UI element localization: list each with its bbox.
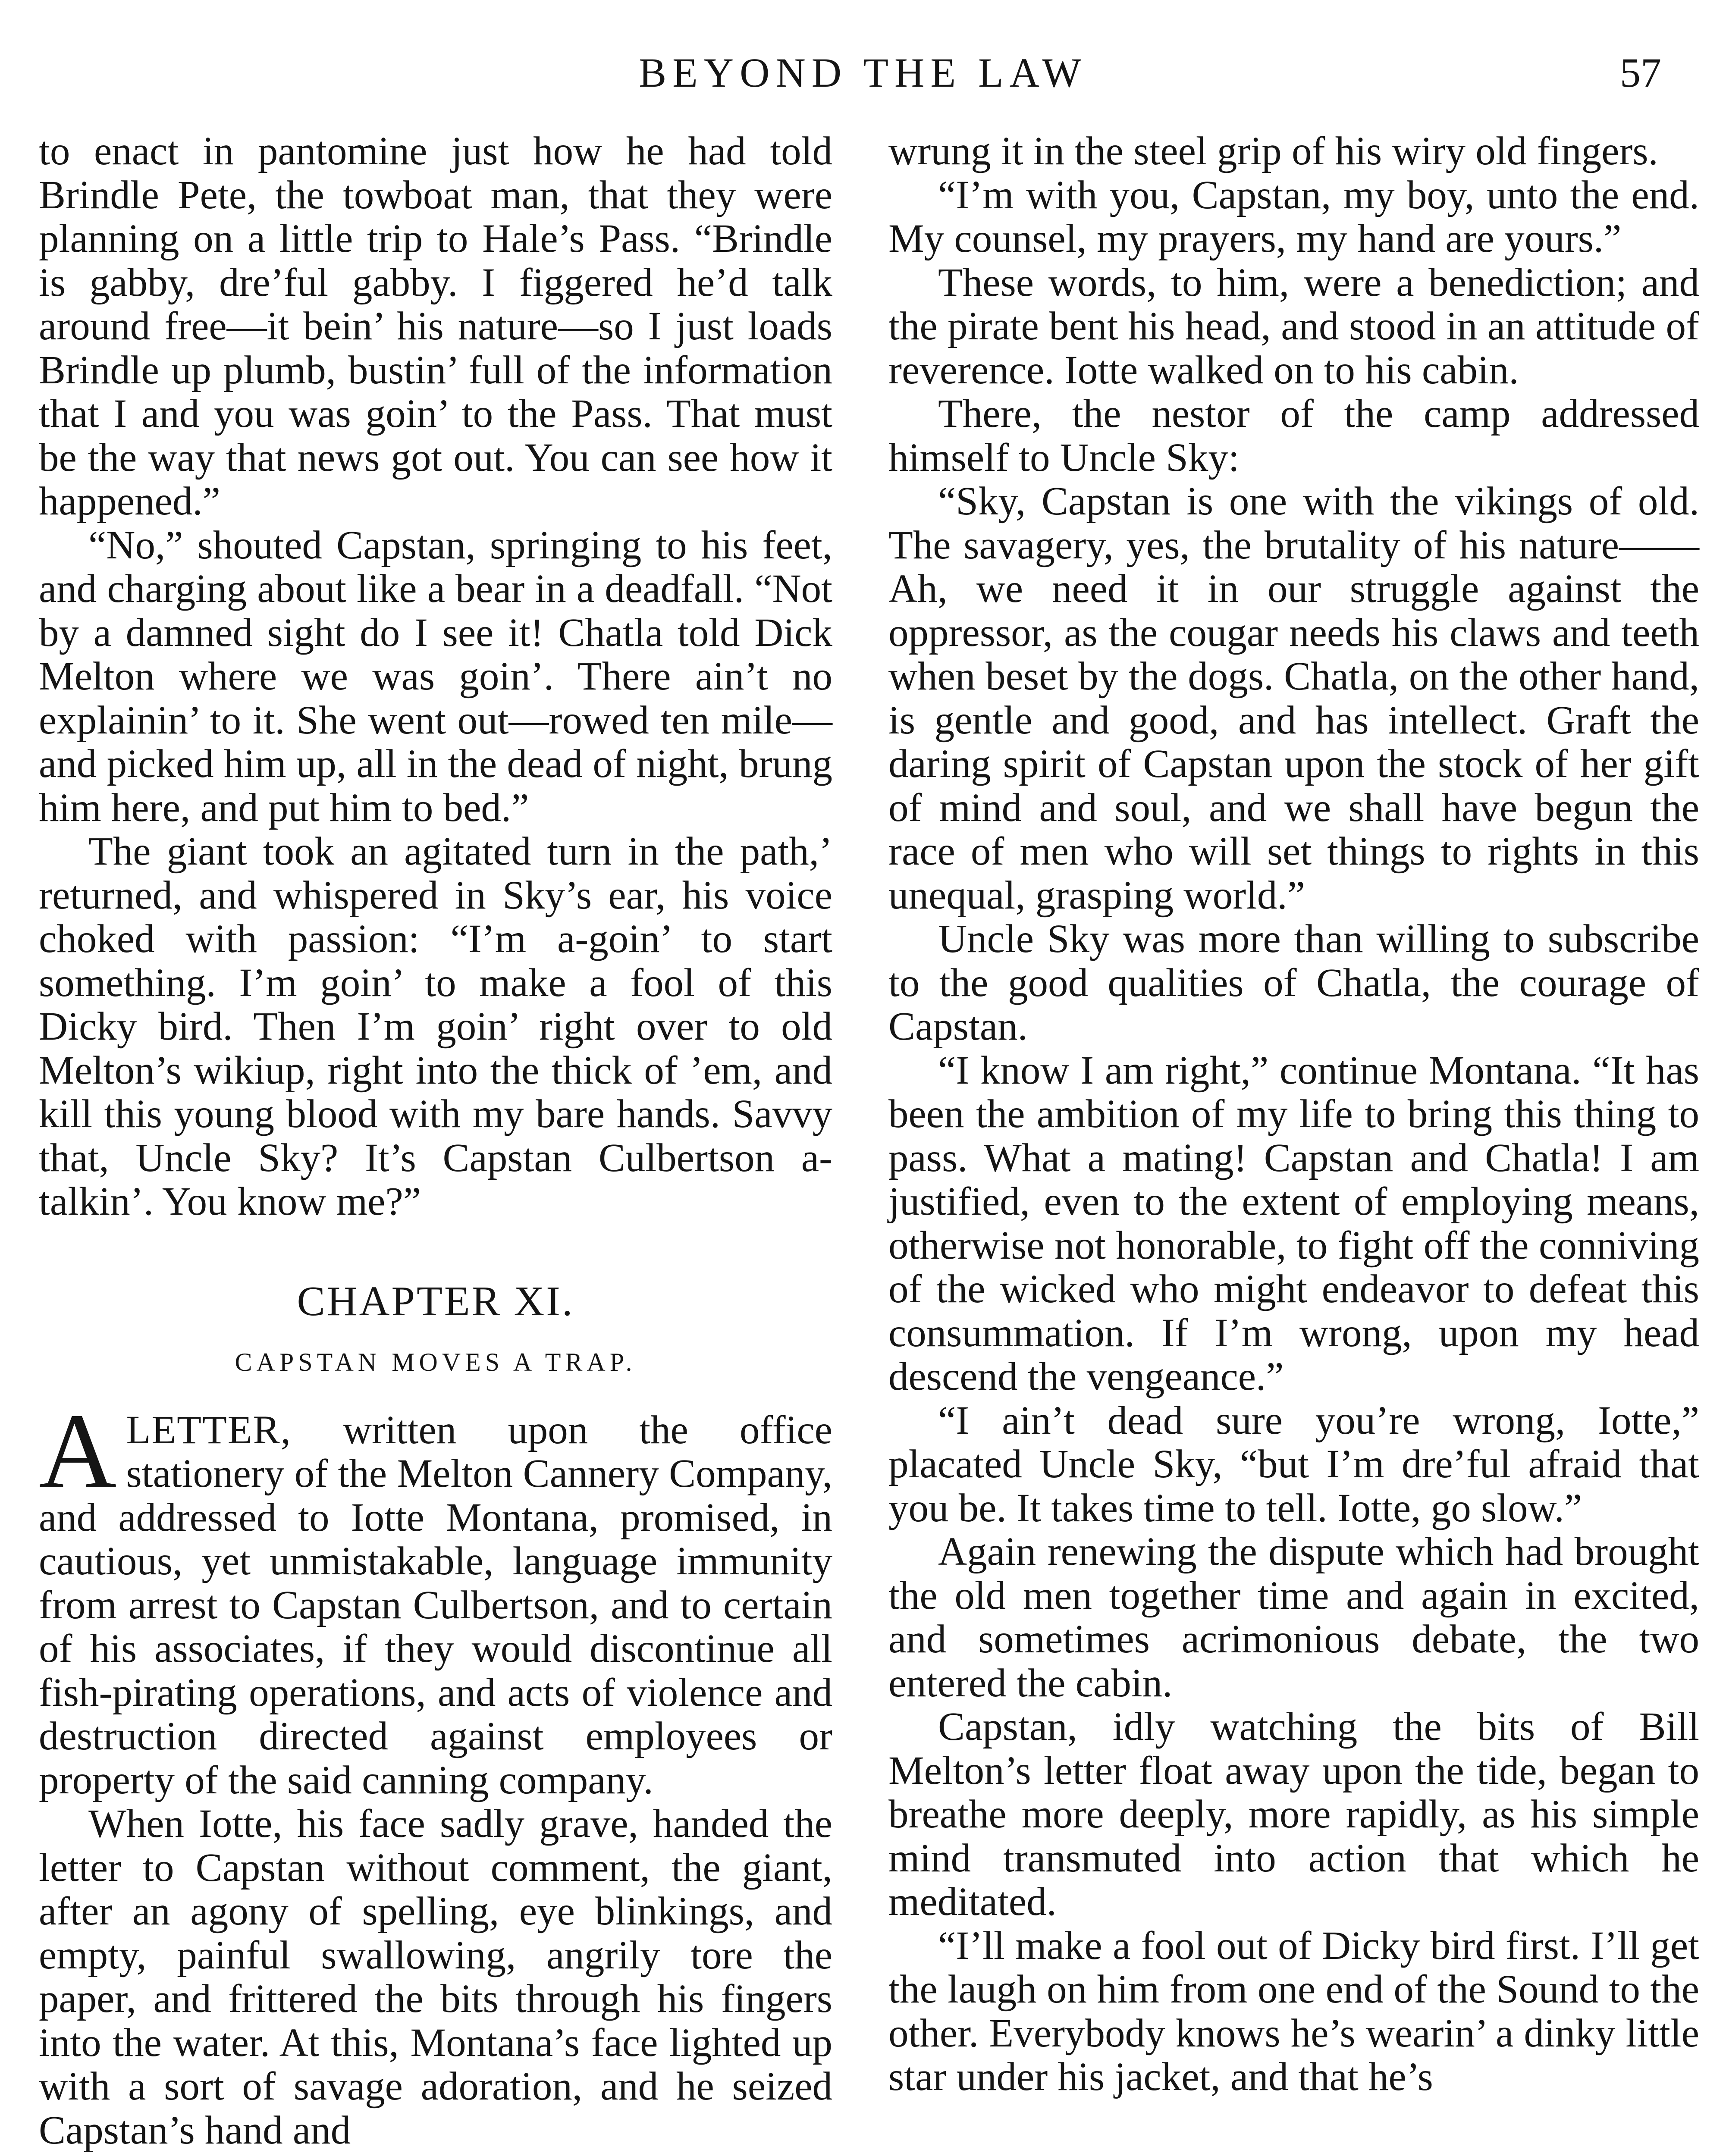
paragraph: There, the nestor of the camp addressed himself to Uncle Sky: <box>888 392 1699 480</box>
page-number: 57 <box>1620 50 1661 96</box>
running-title: BEYOND THE LAW <box>639 50 1087 96</box>
running-header <box>52 41 1674 110</box>
paragraph: These words, to him, were a benediction; and the pirate bent his head, and stood in an attitude of reverence. Iotte walked on to his cabin. <box>888 260 1699 392</box>
drop-cap: A <box>39 1391 117 1511</box>
paragraph: “I ain’t dead sure you’re wrong, Iotte,” placated Uncle Sky, “but I’m dre’ful afraid that you be. It takes time to tell. Iotte, go slow.” <box>888 1398 1699 1530</box>
paragraph: “Sky, Capstan is one with the vikings of old. The savagery, yes, the brutality of his nature—— Ah, we need it in our struggle against the oppressor, as the cougar needs his claws and teeth when beset by the dogs. Chatla, on the other hand, is gentle and good, and has intellect. Graft the daring spirit of Capstan upon the stock of her gift of mind and soul, and we shall have begun the race of men who will set things to rights in this unequal, grasping world.” <box>888 479 1699 918</box>
chapter-opening-paragraph <box>39 1391 832 1802</box>
paragraph: Again renewing the dispute which had brought the old men together time and again in excited, and sometimes acrimonious debate, the two entered the cabin. <box>888 1529 1699 1705</box>
chapter-subtitle: CAPSTAN MOVES A TRAP. <box>235 1348 637 1376</box>
paragraph: to enact in pantomine just how he had told Brindle Pete, the towboat man, that they were planning on a little trip to Hale’s Pass. “Brindle is gabby, dre’ful gabby. I figgered he’d talk around free—it bein’ his nature—so I just loads Brindle up plumb, bustin’ full of the information that I and you was goin’ to the Pass. That must be the way that news got out. You can see how it happened.” <box>39 129 832 523</box>
paragraph: The giant took an agitated turn in the path,’ returned, and whispered in Sky’s ear, his voice choked with passion: “I’m a-goin’ to start something. I’m goin’ to make a fool of this Dicky bird. Then I’m goin’ right over to old Melton’s wikiup, right into the thick of ’em, and kill this young blood with my bare hands. Savvy that, Uncle Sky? It’s Capstan Culbertson a-talkin’. You know me?” <box>39 829 832 1224</box>
right-column <box>888 129 1699 2099</box>
opening-text: written upon the office stationery of the Melton Cannery Company, and addressed to Iotte Montana, promised, in cautious, yet unmistakable, language immunity from arrest to Capstan Culbertson, and to certain of his associates, if they would discontinue all fish-pirating operations, and acts of violence and destruction directed against employees or property of the said canning company. <box>39 1407 832 1802</box>
paragraph: “I know I am right,” continue Montana. “It has been the ambition of my life to bring this thing to pass. What a mating! Capstan and Chatla! I am justified, even to the extent of employing means, otherwise not honorable, to fight off the conniving of the wicked who might endeavor to defeat this consummation. If I’m wrong, upon my head descend the vengeance.” <box>888 1048 1699 1399</box>
paragraph: “No,” shouted Capstan, springing to his feet, and charging about like a bear in a deadfall. “Not by a damned sight do I see it! Chatla told Dick Melton where we was goin’. There ain’t no explainin’ to it. She went out—rowed ten mile—and picked him up, all in the dead of night, brung him here, and put him to bed.” <box>39 523 832 830</box>
paragraph: “I’ll make a fool out of Dicky bird first. I’ll get the laugh on him from one end of the Sound to the other. Everybody knows he’s wearin’ a dinky little star under his jacket, and that he’s <box>888 1923 1699 2099</box>
paragraph: Uncle Sky was more than willing to subscribe to the good qualities of Chatla, the courage of Capstan. <box>888 917 1699 1049</box>
paragraph: When Iotte, his face sadly grave, handed the letter to Capstan without comment, the giant, after an agony of spelling, eye blinkings, and empty, painful swallowing, angrily tore the paper, and frittered the bits through his fingers into the water. At this, Montana’s face lighted up with a sort of savage adoration, and he seized Capstan’s hand and <box>39 1802 832 2153</box>
opening-word: LETTER, <box>126 1407 292 1452</box>
paragraph: wrung it in the steel grip of his wiry old fingers. <box>888 129 1658 173</box>
left-column <box>39 129 832 2152</box>
paragraph: Capstan, idly watching the bits of Bill Melton’s letter float away upon the tide, began to breathe more deeply, more rapidly, as his simple mind transmuted into action that which he meditated. <box>888 1705 1699 1924</box>
paragraph: “I’m with you, Capstan, my boy, unto the end. My counsel, my prayers, my hand are yours.” <box>888 172 1699 261</box>
chapter-heading: CHAPTER XI. <box>297 1278 574 1325</box>
